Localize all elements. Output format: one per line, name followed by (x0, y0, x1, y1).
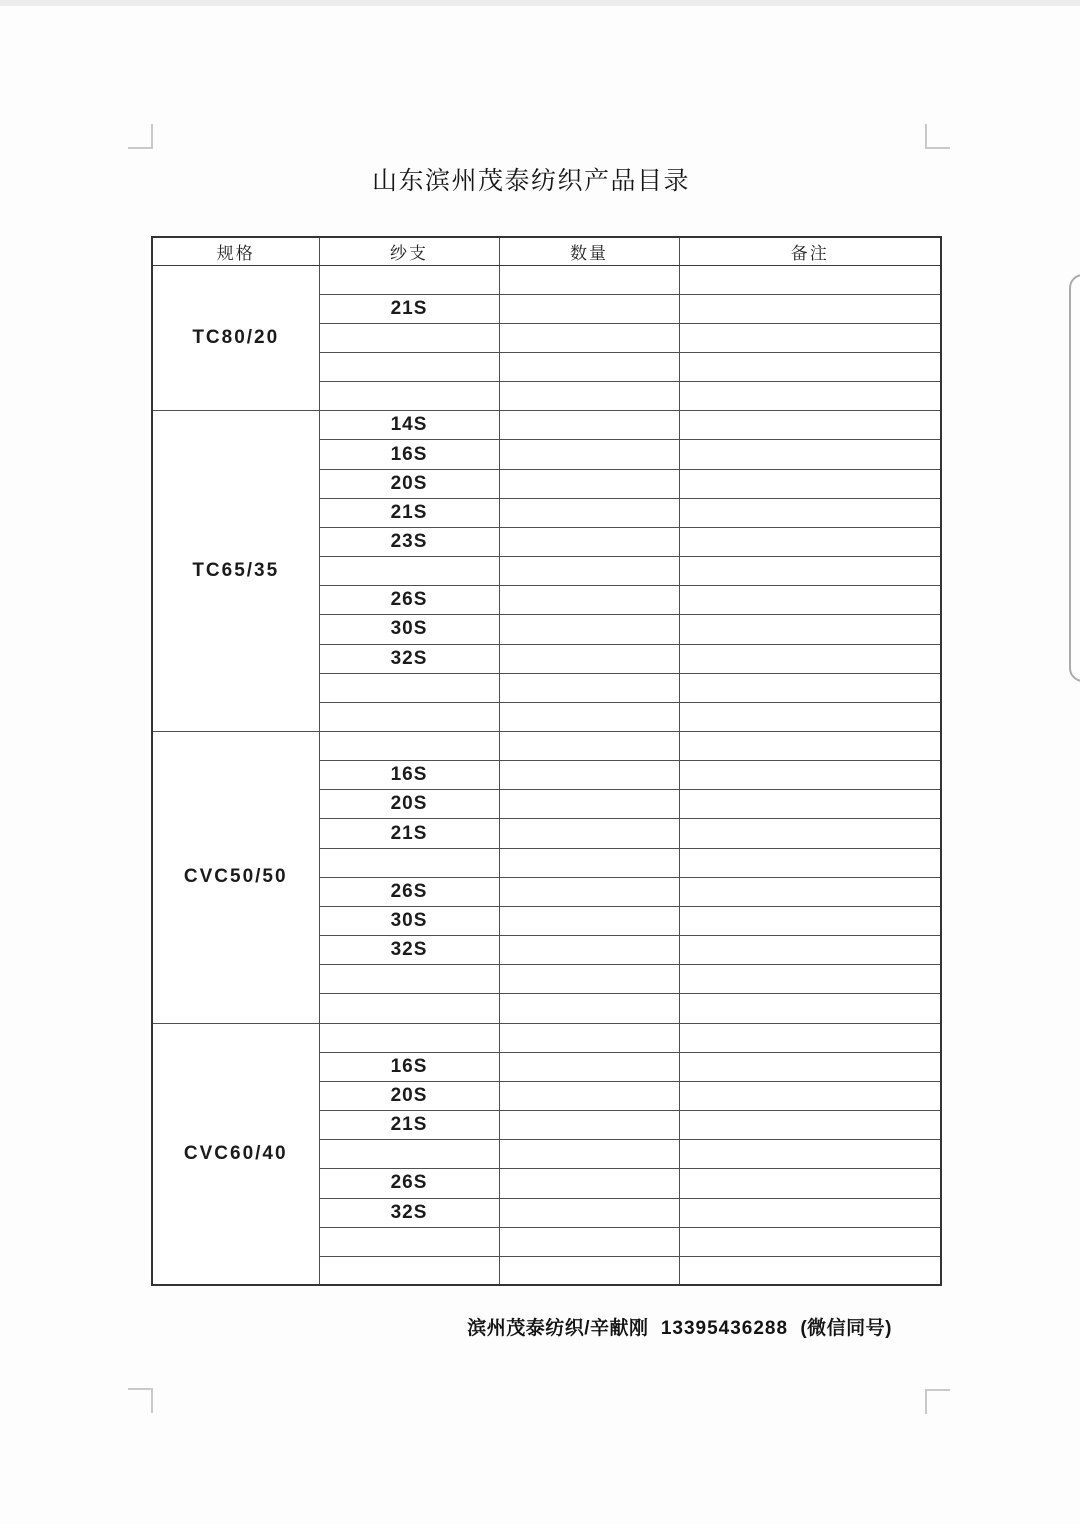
header-yarn-count: 纱支 (319, 237, 499, 265)
quantity-cell (499, 382, 679, 411)
quantity-cell (499, 557, 679, 586)
remarks-cell (679, 1227, 941, 1256)
quantity-cell (499, 323, 679, 352)
yarn-count-cell (319, 732, 499, 761)
yarn-count-cell (319, 848, 499, 877)
yarn-count-cell: 26S (319, 586, 499, 615)
quantity-cell (499, 994, 679, 1023)
yarn-count-cell (319, 382, 499, 411)
quantity-cell (499, 1081, 679, 1110)
remarks-cell (679, 1198, 941, 1227)
yarn-count-cell (319, 965, 499, 994)
quantity-cell (499, 1023, 679, 1052)
quantity-cell (499, 906, 679, 935)
remarks-cell (679, 702, 941, 731)
yarn-count-cell (319, 673, 499, 702)
yarn-count-cell (319, 557, 499, 586)
quantity-cell (499, 1256, 679, 1285)
quantity-cell (499, 469, 679, 498)
remarks-cell (679, 848, 941, 877)
yarn-count-cell (319, 1227, 499, 1256)
remarks-cell (679, 352, 941, 381)
remarks-cell (679, 1081, 941, 1110)
yarn-count-cell: 32S (319, 1198, 499, 1227)
yarn-count-cell: 32S (319, 936, 499, 965)
quantity-cell (499, 1169, 679, 1198)
spec-cell: CVC60/40 (152, 1023, 319, 1285)
remarks-cell (679, 1111, 941, 1140)
table-row (152, 732, 941, 761)
remarks-cell (679, 382, 941, 411)
remarks-cell (679, 936, 941, 965)
quantity-cell (499, 732, 679, 761)
yarn-count-cell: 16S (319, 440, 499, 469)
header-spec: 规格 (152, 237, 319, 265)
header-quantity: 数量 (499, 237, 679, 265)
status-bar-strip (0, 0, 1080, 6)
quantity-cell (499, 1111, 679, 1140)
remarks-cell (679, 265, 941, 294)
remarks-cell (679, 527, 941, 556)
spec-cell: TC65/35 (152, 411, 319, 732)
quantity-cell (499, 498, 679, 527)
yarn-count-cell: 21S (319, 294, 499, 323)
remarks-cell (679, 994, 941, 1023)
yarn-count-cell: 20S (319, 1081, 499, 1110)
remarks-cell (679, 557, 941, 586)
quantity-cell (499, 440, 679, 469)
yarn-count-cell (319, 1023, 499, 1052)
remarks-cell (679, 323, 941, 352)
spec-cell: CVC50/50 (152, 732, 319, 1024)
remarks-cell (679, 411, 941, 440)
margin-crop-mark-bottom-left (128, 1388, 153, 1413)
quantity-cell (499, 819, 679, 848)
yarn-count-cell (319, 1140, 499, 1169)
yarn-count-cell: 21S (319, 1111, 499, 1140)
yarn-count-cell: 32S (319, 644, 499, 673)
quantity-cell (499, 965, 679, 994)
yarn-count-cell: 30S (319, 906, 499, 935)
quantity-cell (499, 673, 679, 702)
yarn-count-cell: 30S (319, 615, 499, 644)
yarn-count-cell: 23S (319, 527, 499, 556)
remarks-cell (679, 644, 941, 673)
remarks-cell (679, 1023, 941, 1052)
yarn-count-cell (319, 994, 499, 1023)
yarn-count-cell: 16S (319, 761, 499, 790)
product-catalog-table (151, 236, 942, 1286)
table-row (152, 1023, 941, 1052)
margin-crop-mark-top-left (128, 124, 153, 149)
table-row (152, 265, 941, 294)
quantity-cell (499, 527, 679, 556)
quantity-cell (499, 615, 679, 644)
table-row (152, 411, 941, 440)
remarks-cell (679, 819, 941, 848)
remarks-cell (679, 1169, 941, 1198)
spec-cell: TC80/20 (152, 265, 319, 411)
yarn-count-cell: 21S (319, 498, 499, 527)
footer-wechat-note: (微信同号) (800, 1318, 892, 1339)
scrollbar-thumb[interactable] (1069, 274, 1080, 682)
quantity-cell (499, 411, 679, 440)
margin-crop-mark-bottom-right (925, 1389, 950, 1414)
margin-crop-mark-top-right (925, 124, 950, 149)
quantity-cell (499, 848, 679, 877)
yarn-count-cell: 26S (319, 877, 499, 906)
catalog-table-body (152, 265, 941, 1285)
quantity-cell (499, 936, 679, 965)
remarks-cell (679, 673, 941, 702)
remarks-cell (679, 469, 941, 498)
remarks-cell (679, 1140, 941, 1169)
yarn-count-cell: 20S (319, 469, 499, 498)
yarn-count-cell: 21S (319, 819, 499, 848)
quantity-cell (499, 761, 679, 790)
header-remarks: 备注 (679, 237, 941, 265)
remarks-cell (679, 761, 941, 790)
yarn-count-cell: 20S (319, 790, 499, 819)
remarks-cell (679, 790, 941, 819)
yarn-count-cell: 14S (319, 411, 499, 440)
remarks-cell (679, 440, 941, 469)
remarks-cell (679, 498, 941, 527)
remarks-cell (679, 1052, 941, 1081)
remarks-cell (679, 965, 941, 994)
remarks-cell (679, 877, 941, 906)
yarn-count-cell: 26S (319, 1169, 499, 1198)
quantity-cell (499, 644, 679, 673)
quantity-cell (499, 294, 679, 323)
footer-company-name: 滨州茂泰纺织/辛献刚 (467, 1318, 649, 1339)
yarn-count-cell (319, 323, 499, 352)
yarn-count-cell (319, 265, 499, 294)
quantity-cell (499, 265, 679, 294)
yarn-count-cell (319, 702, 499, 731)
remarks-cell (679, 906, 941, 935)
quantity-cell (499, 790, 679, 819)
yarn-count-cell: 16S (319, 1052, 499, 1081)
yarn-count-cell (319, 1256, 499, 1285)
quantity-cell (499, 586, 679, 615)
remarks-cell (679, 732, 941, 761)
quantity-cell (499, 877, 679, 906)
quantity-cell (499, 1140, 679, 1169)
quantity-cell (499, 702, 679, 731)
remarks-cell (679, 586, 941, 615)
footer-contact-line (151, 1313, 892, 1340)
remarks-cell (679, 1256, 941, 1285)
yarn-count-cell (319, 352, 499, 381)
page-title: 山东滨州茂泰纺织产品目录 (371, 167, 690, 195)
footer-phone-number: 13395436288 (660, 1318, 789, 1339)
table-header-row (152, 237, 941, 265)
quantity-cell (499, 352, 679, 381)
remarks-cell (679, 615, 941, 644)
quantity-cell (499, 1198, 679, 1227)
quantity-cell (499, 1227, 679, 1256)
remarks-cell (679, 294, 941, 323)
quantity-cell (499, 1052, 679, 1081)
